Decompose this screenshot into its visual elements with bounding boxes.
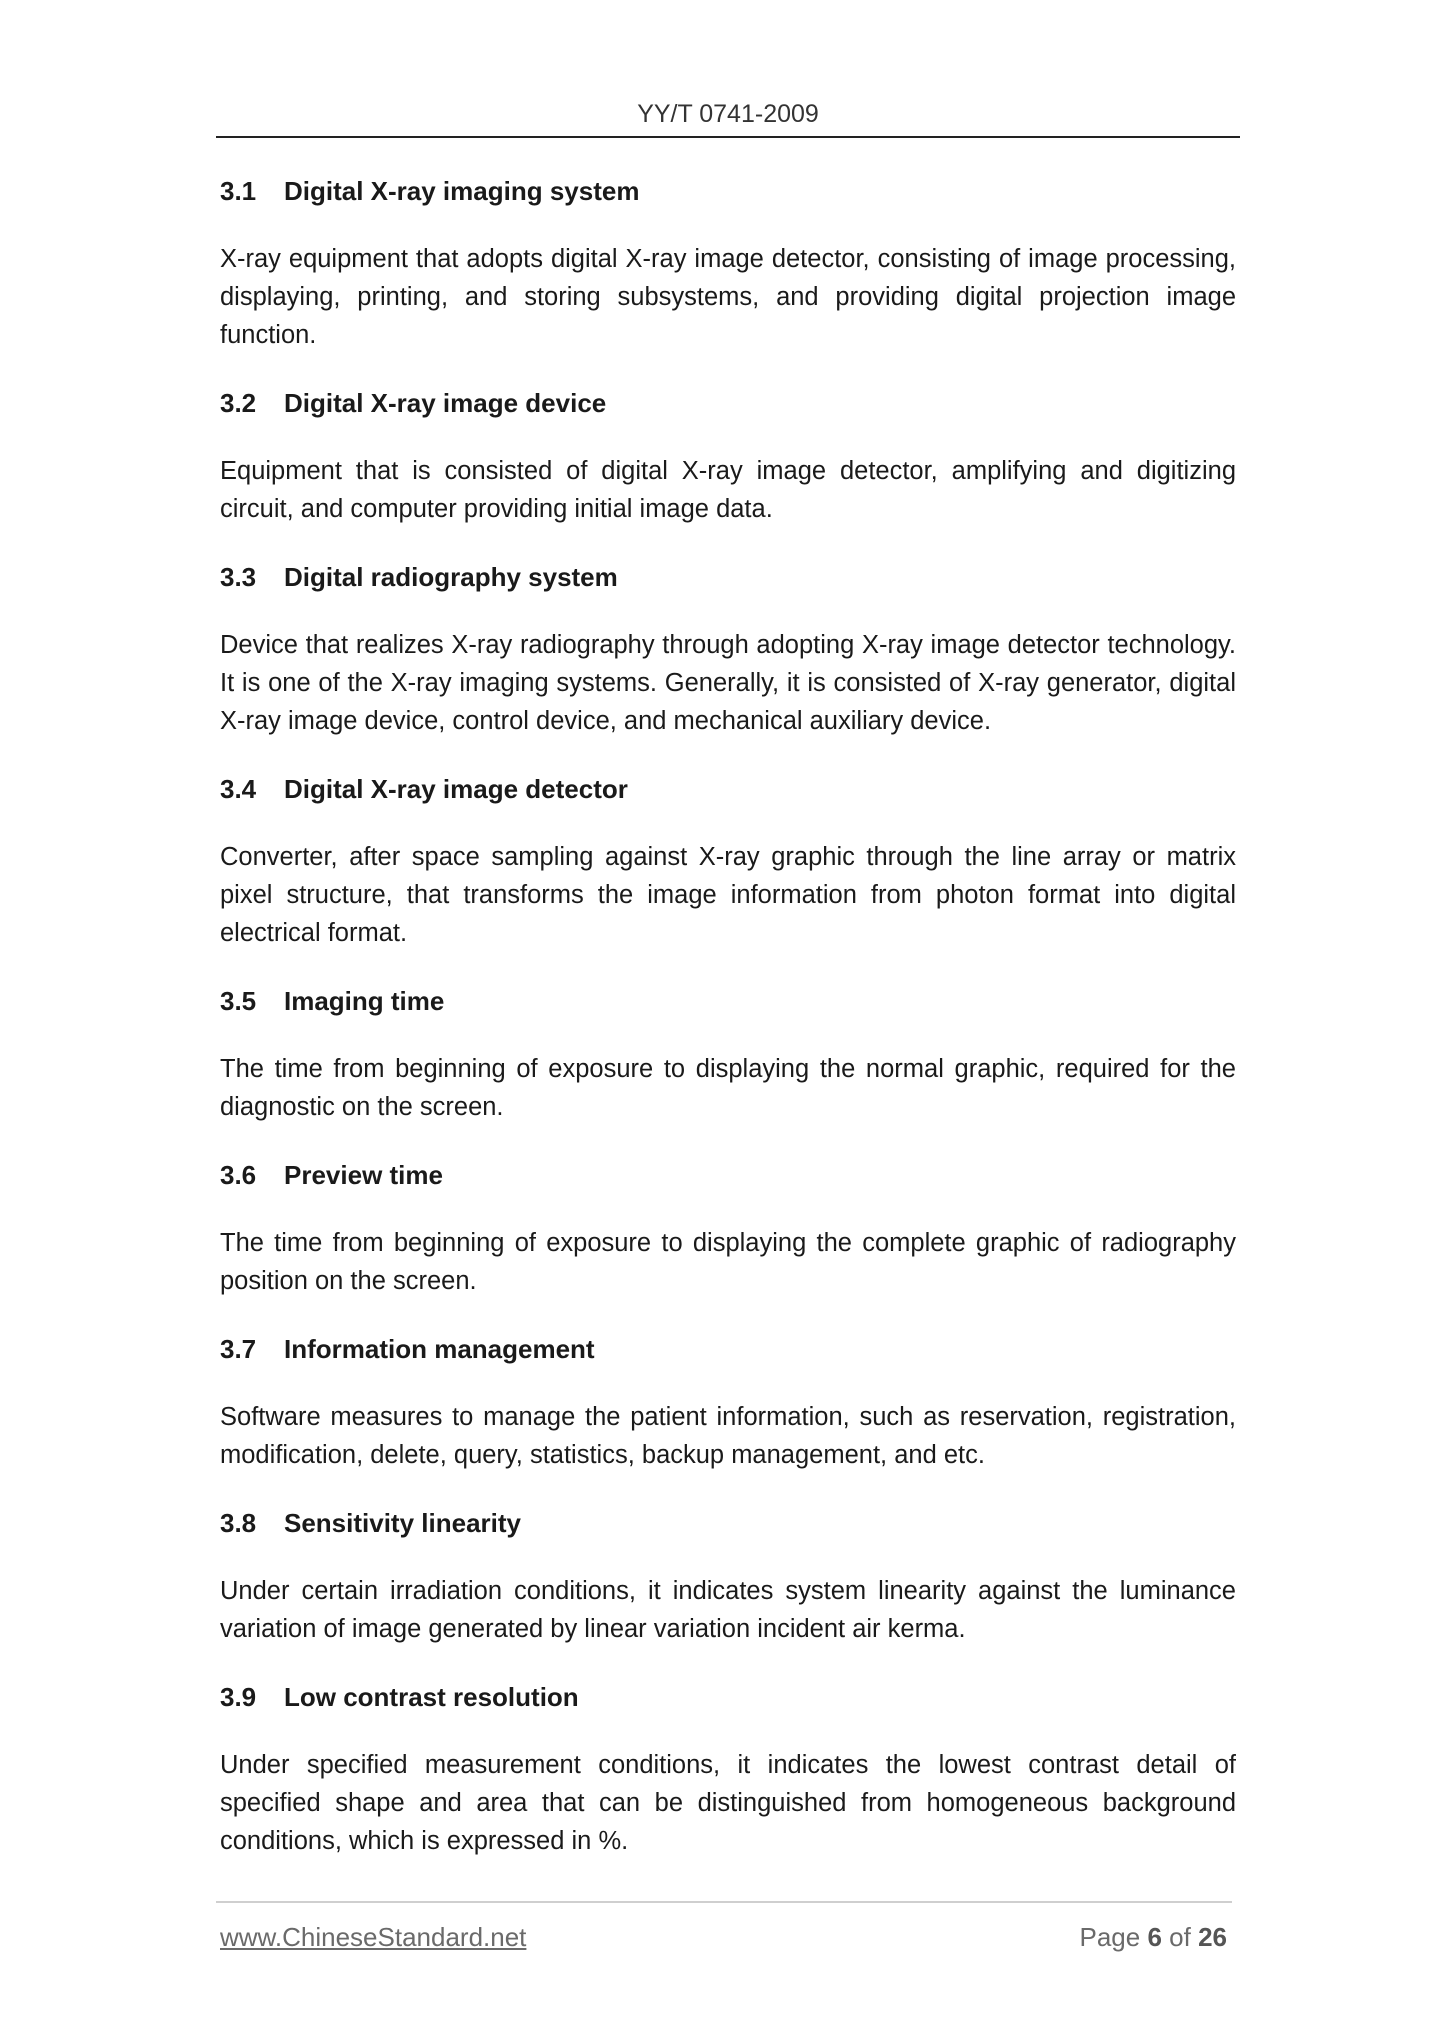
page-total: 26 — [1198, 1922, 1227, 1952]
section-number: 3.3 — [220, 562, 257, 592]
section-heading — [220, 770, 1236, 808]
section-3-6 — [220, 1156, 1236, 1300]
section-number: 3.5 — [220, 986, 257, 1016]
section-body: Converter, after space sampling against X-ray graphic through the line array or matrix pixel structure, that transforms the image information from photon format into digital electrical format. — [220, 843, 1236, 947]
section-3-5 — [220, 982, 1236, 1126]
section-body: X-ray equipment that adopts digital X-ray image detector, consisting of image processing, displaying, printing, and storing subsystems, and providing digital projection image function. — [220, 245, 1236, 349]
document-id-header: YY/T 0741-2009 — [637, 100, 819, 128]
definitions-content — [220, 172, 1236, 1890]
section-heading — [220, 172, 1236, 210]
page-of: of — [1169, 1922, 1191, 1952]
section-title: Low contrast resolution — [284, 1682, 579, 1712]
section-body: The time from beginning of exposure to displaying the normal graphic, required for the diagnostic on the screen. — [220, 1055, 1236, 1121]
section-body: Under specified measurement conditions, it indicates the lowest contrast detail of specified shape and area that can be distinguished from homogeneous background conditions, which is expressed in %. — [220, 1751, 1236, 1855]
page-indicator — [1079, 1922, 1227, 1953]
section-3-1 — [220, 172, 1236, 354]
section-3-7 — [220, 1330, 1236, 1474]
section-number: 3.1 — [220, 176, 257, 206]
section-body: The time from beginning of exposure to displaying the complete graphic of radiography position on the screen. — [220, 1229, 1236, 1295]
section-3-2 — [220, 384, 1236, 528]
section-heading — [220, 982, 1236, 1020]
section-heading — [220, 558, 1236, 596]
section-heading — [220, 1156, 1236, 1194]
section-body: Device that realizes X-ray radiography through adopting X-ray image detector technology. It is one of the X-ray imaging systems. Generally, it is consisted of X-ray generator, digital X-ray image device, control device, and mechanical auxiliary device. — [220, 631, 1236, 735]
section-title: Sensitivity linearity — [284, 1508, 521, 1538]
section-title: Imaging time — [284, 986, 445, 1016]
section-body: Equipment that is consisted of digital X-ray image detector, amplifying and digitizing circuit, and computer providing initial image data. — [220, 457, 1236, 523]
page-current: 6 — [1147, 1922, 1162, 1952]
section-body: Under certain irradiation conditions, it indicates system linearity against the luminance variation of image generated by linear variation incident air kerma. — [220, 1577, 1236, 1643]
section-title: Digital X-ray image detector — [284, 774, 628, 804]
section-heading — [220, 1678, 1236, 1716]
website-link[interactable]: www.ChineseStandard.net — [220, 1922, 527, 1952]
section-body: Software measures to manage the patient information, such as reservation, registration, modification, delete, query, statistics, backup management, and etc. — [220, 1403, 1236, 1469]
footer-divider — [216, 1901, 1232, 1903]
section-3-3 — [220, 558, 1236, 740]
header-divider — [216, 136, 1240, 138]
section-heading — [220, 1504, 1236, 1542]
section-3-4 — [220, 770, 1236, 952]
section-heading — [220, 1330, 1236, 1368]
section-number: 3.7 — [220, 1334, 257, 1364]
section-number: 3.2 — [220, 388, 257, 418]
section-3-9 — [220, 1678, 1236, 1860]
section-3-8 — [220, 1504, 1236, 1648]
section-title: Preview time — [284, 1160, 443, 1190]
section-title: Digital radiography system — [284, 562, 618, 592]
section-number: 3.4 — [220, 774, 257, 804]
section-number: 3.9 — [220, 1682, 257, 1712]
section-title: Information management — [284, 1334, 595, 1364]
section-number: 3.8 — [220, 1508, 257, 1538]
section-number: 3.6 — [220, 1160, 257, 1190]
section-heading — [220, 384, 1236, 422]
page-prefix: Page — [1079, 1922, 1141, 1952]
section-title: Digital X-ray imaging system — [284, 176, 640, 206]
section-title: Digital X-ray image device — [284, 388, 607, 418]
